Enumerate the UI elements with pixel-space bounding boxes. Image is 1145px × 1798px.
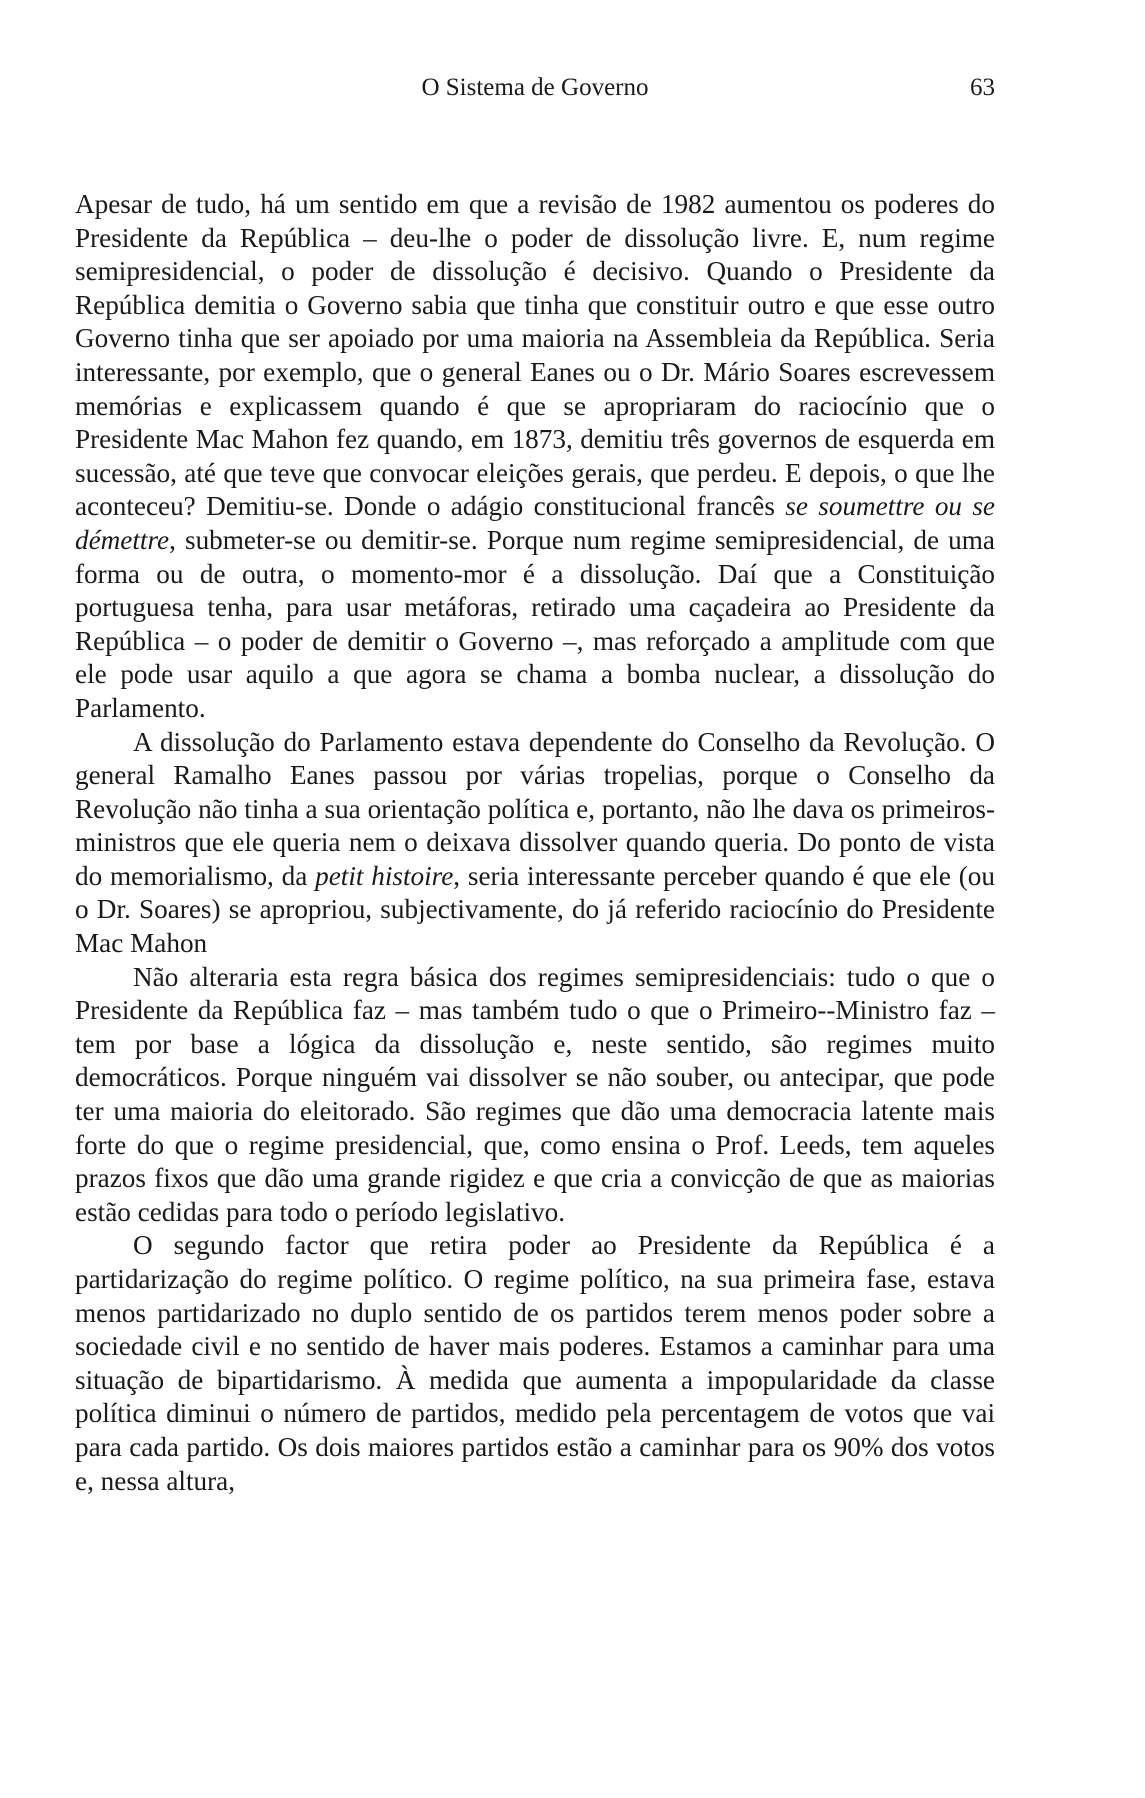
text-segment: O segundo factor que retira poder ao Presidente da República é a partidarização do regime político. O regime político, na sua primeira fase, estava menos partidarizado no duplo sentido de os partidos terem menos poder sobre a sociedade civil e no sentido de haver mais poderes. Estamos a caminhar para uma situação de bipartidarismo. À medida que aumenta a impopularidade da classe política diminui o número de partidos, medido pela percentagem de votos que vai para cada partido. Os dois maiores partidos estão a caminhar para os 90% dos votos e, nessa altura, [75, 1230, 995, 1496]
text-segment: , submeter-se ou demitir-se. Porque num regime semipresidencial, de uma forma ou de outra, o momento-mor é a dissolução. Daí que a Constituição portuguesa tenha, para usar metáforas, retirado uma caçadeira ao Presidente da República – o poder de demitir o Governo –, mas reforçado a amplitude com que ele pode usar aquilo a que agora se chama a bomba nuclear, a dissolução do Parlamento. [75, 524, 995, 723]
page-number: 63 [970, 74, 995, 101]
body-text [75, 188, 995, 1498]
book-page [75, 74, 995, 1754]
running-title: O Sistema de Governo [421, 74, 649, 101]
text-segment: Não alteraria esta regra básica dos regimes semipresidenciais: tudo o que o Presidente da República faz – mas também tudo o que o Primeiro--Ministro faz – tem por base a lógica da dissolução e, neste sentido, são regimes muito democráticos. Porque ninguém vai dissolver se não souber, ou antecipar, que pode ter uma maioria do eleitorado. São regimes que dão uma democracia latente mais forte do que o regime presidencial, que, como ensina o Prof. Leeds, tem aqueles prazos fixos que dão uma grande rigidez e que cria a convicção de que as maiorias estão cedidas para todo o período legislativo. [75, 961, 995, 1227]
text-segment: Apesar de tudo, há um sentido em que a revisão de 1982 aumentou os poderes do Presidente da República – deu-lhe o poder de dissolução livre. E, num regime semipresidencial, o poder de dissolução é decisivo. Quando o Presidente da República demitia o Governo sabia que tinha que constituir outro e que esse outro Governo tinha que ser apoiado por uma maioria na Assembleia da República. Seria interessante, por exemplo, que o general Eanes ou o Dr. Mário Soares escrevessem memórias e explicassem quando é que se apropriaram do raciocínio que o Presidente Mac Mahon fez quando, em 1873, demitiu três governos de esquerda em sucessão, até que teve que convocar eleições gerais, que perdeu. E depois, o que lhe aconteceu? Demitiu-se. Donde o adágio constitucional francês [75, 189, 995, 522]
page-header [75, 74, 995, 114]
paragraph [75, 1229, 995, 1498]
paragraph [75, 188, 995, 726]
italic-phrase: se soumettre ou se démettre [75, 491, 995, 555]
italic-phrase: petit histoire [315, 860, 454, 891]
text-segment: , seria interessante perceber quando é que ele (ou o Dr. Soares) se apropriou, subjectivamente, do já referido raciocínio do Presidente Mac Mahon [75, 860, 995, 959]
paragraph [75, 726, 995, 961]
paragraph [75, 961, 995, 1230]
text-segment: A dissolução do Parlamento estava dependente do Conselho da Revolução. O general Ramalho Eanes passou por várias tropelias, porque o Conselho da Revolução não tinha a sua orientação política e, portanto, não lhe dava os primeiros-ministros que ele queria nem o deixava dissolver quando queria. Do ponto de vista do memorialismo, da [75, 726, 995, 891]
